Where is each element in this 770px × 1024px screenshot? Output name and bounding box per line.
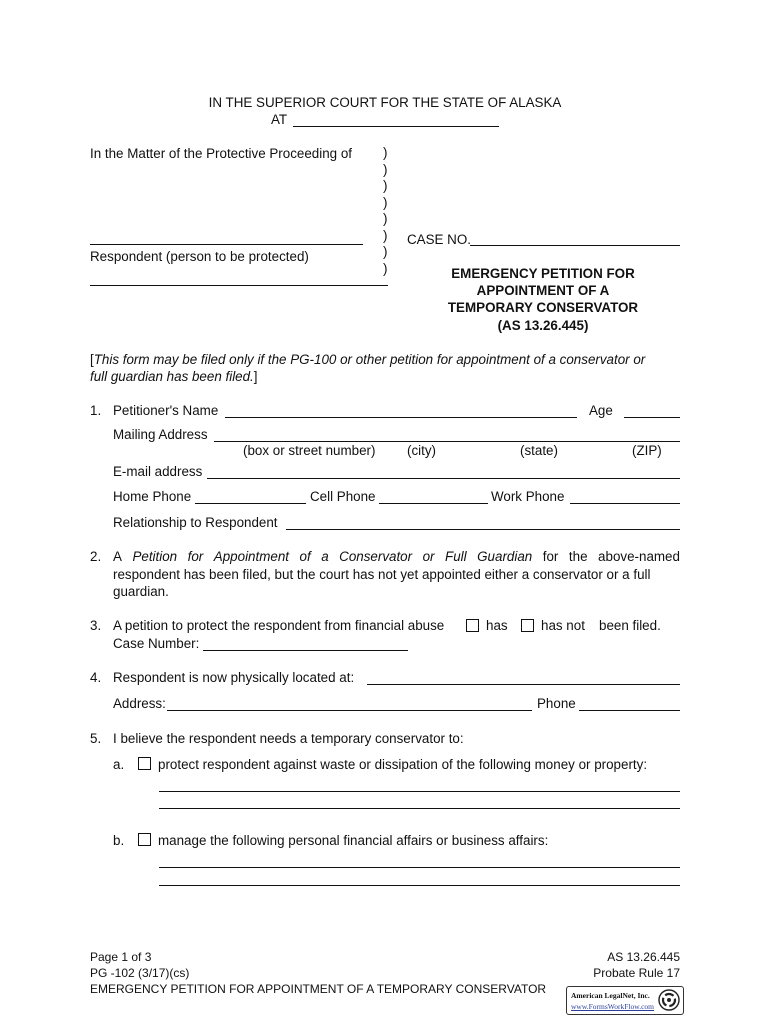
item2-line3: guardian.: [113, 584, 169, 599]
phone-field[interactable]: [579, 710, 680, 711]
notice-line1: [This form may be filed only if the PG-100 or other petition for appointment of a conservator or: [90, 352, 646, 367]
relationship-field[interactable]: [286, 529, 680, 530]
work-phone-label: Work Phone: [491, 489, 565, 504]
sub-box-label: (box or street number): [243, 443, 376, 458]
item3-text: A petition to protect the respondent from financial abuse: [113, 618, 445, 633]
logo-company: American LegalNet, Inc.: [571, 991, 650, 1000]
address-field[interactable]: [167, 710, 532, 711]
case-number-label: Case Number:: [113, 636, 200, 651]
caption-divider: ) ) ) ) ) ) ) ): [383, 145, 388, 276]
property-details-line-1[interactable]: [159, 791, 680, 792]
address-label: Address:: [113, 696, 166, 711]
home-phone-label: Home Phone: [113, 489, 192, 504]
footer-rule: Probate Rule 17: [593, 966, 680, 980]
notice-line2: full guardian has been filed.]: [90, 369, 258, 384]
email-field[interactable]: [207, 478, 680, 479]
court-location-field[interactable]: [293, 126, 499, 127]
age-field[interactable]: [624, 417, 680, 418]
footer-page: Page 1 of 3: [90, 950, 152, 964]
case-no-label: CASE NO.: [407, 232, 471, 247]
item2-line1: A Petition for Appointment of a Conservator or Full Guardian for the above-named: [113, 549, 680, 564]
petitioner-name-label: Petitioner's Name: [113, 403, 219, 418]
petitioner-name-field[interactable]: [225, 417, 577, 418]
footer-form-code: PG -102 (3/17)(cs): [90, 966, 190, 980]
sub-zip-label: (ZIP): [632, 443, 662, 458]
caption-bottom-rule: [90, 285, 388, 286]
item5-number: 5.: [90, 731, 102, 746]
footer-statute: AS 13.26.445: [607, 950, 680, 964]
location-field[interactable]: [367, 684, 680, 685]
located-label: Respondent is now physically located at:: [113, 670, 355, 685]
manage-affairs-checkbox[interactable]: [138, 833, 151, 846]
item5b-letter: b.: [113, 833, 125, 848]
form-title-line2: APPOINTMENT OF A: [476, 283, 610, 298]
form-title-line3: TEMPORARY CONSERVATOR: [447, 300, 639, 315]
legalnet-logo: [566, 986, 684, 1015]
item5b-text: manage the following personal financial affairs or business affairs:: [158, 833, 549, 848]
case-no-field[interactable]: [470, 245, 680, 246]
respondent-name-field[interactable]: [90, 244, 363, 245]
respondent-label: Respondent (person to be protected): [90, 249, 309, 264]
protect-property-checkbox[interactable]: [138, 757, 151, 770]
at-label: AT: [271, 112, 288, 127]
mailing-address-field[interactable]: [214, 441, 680, 442]
email-label: E-mail address: [113, 464, 203, 479]
item4-number: 4.: [90, 670, 102, 685]
item1-number: 1.: [90, 403, 102, 418]
work-phone-field[interactable]: [570, 503, 680, 504]
affairs-details-line-2[interactable]: [159, 885, 680, 886]
home-phone-field[interactable]: [195, 503, 306, 504]
item3-number: 3.: [90, 618, 102, 633]
has-label: has: [486, 618, 508, 633]
been-filed-label: been filed.: [599, 618, 661, 633]
relationship-label: Relationship to Respondent: [113, 515, 278, 530]
court-title: IN THE SUPERIOR COURT FOR THE STATE OF ALASKA: [208, 95, 562, 110]
logo-url-link[interactable]: www.FormsWorkFlow.com: [571, 1002, 655, 1011]
sub-city-label: (city): [407, 443, 437, 458]
item2-line2: respondent has been filed, but the court has not yet appointed either a conservator or a full: [113, 567, 651, 582]
item5a-letter: a.: [113, 757, 125, 772]
mailing-address-label: Mailing Address: [113, 427, 208, 442]
has-checkbox[interactable]: [466, 619, 479, 632]
logo-emblem-icon: [658, 989, 680, 1011]
age-label: Age: [589, 403, 613, 418]
sub-state-label: (state): [520, 443, 558, 458]
form-title-line1: EMERGENCY PETITION FOR: [451, 266, 635, 281]
matter-label: In the Matter of the Protective Proceeding of: [90, 146, 353, 161]
affairs-details-line-1[interactable]: [159, 867, 680, 868]
property-details-line-2[interactable]: [159, 808, 680, 809]
cell-phone-label: Cell Phone: [310, 489, 376, 504]
form-title-line4: (AS 13.26.445): [497, 318, 589, 333]
item5-intro: I believe the respondent needs a temporary conservator to:: [113, 731, 464, 746]
phone-label: Phone: [537, 696, 576, 711]
has-not-label: has not: [541, 618, 585, 633]
footer-form-name: EMERGENCY PETITION FOR APPOINTMENT OF A TEMPORARY CONSERVATOR: [90, 982, 547, 996]
has-not-checkbox[interactable]: [521, 619, 534, 632]
item5a-text: protect respondent against waste or dissipation of the following money or property:: [158, 757, 648, 772]
item2-number: 2.: [90, 549, 102, 564]
case-number-field[interactable]: [203, 650, 408, 651]
cell-phone-field[interactable]: [379, 503, 488, 504]
